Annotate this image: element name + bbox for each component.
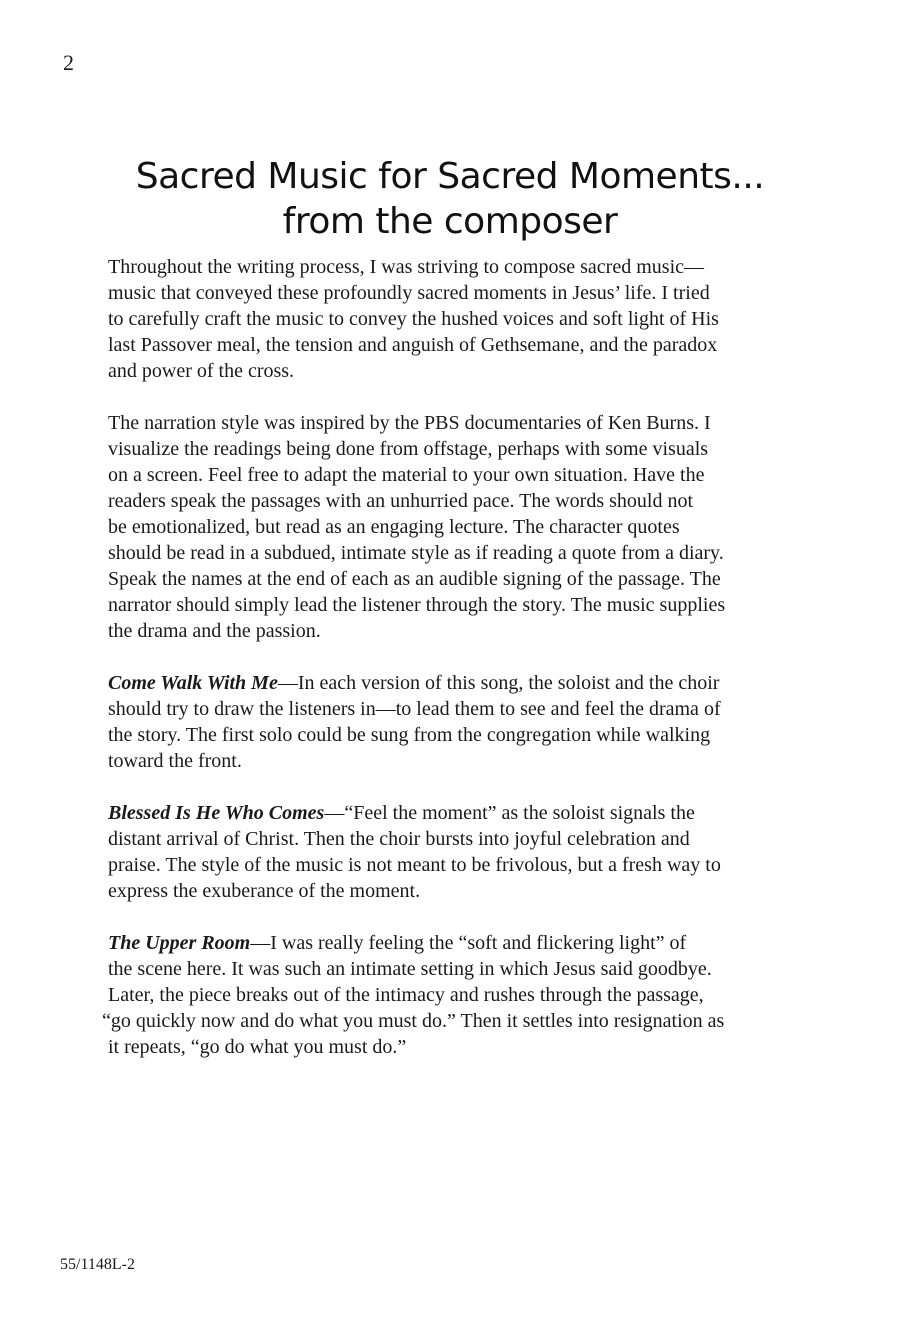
text-line: Later, the piece breaks out of the intimacy and rushes through the passage, — [108, 984, 704, 1006]
text-line: should be read in a subdued, intimate style as if reading a quote from a diary. — [108, 542, 724, 564]
text-line: “go quickly now and do what you must do.” Then it settles into resignation as — [102, 1010, 725, 1032]
text-run: —“Feel the moment” as the soloist signals the — [324, 802, 695, 824]
text-line — [108, 800, 798, 826]
paragraph-intro — [108, 254, 798, 384]
title-line-1: Sacred Music for Sacred Moments... — [135, 156, 765, 197]
text-line: last Passover meal, the tension and anguish of Gethsemane, and the paradox — [108, 334, 718, 356]
body-text — [102, 254, 798, 1086]
text-line: Speak the names at the end of each as an audible signing of the passage. The — [108, 568, 721, 590]
paragraph-come-walk-with-me — [108, 670, 798, 774]
page-title — [0, 154, 900, 244]
text-line: it repeats, “go do what you must do.” — [108, 1036, 407, 1058]
text-line: visualize the readings being done from offstage, perhaps with some visuals — [108, 438, 709, 460]
text-line: on a screen. Feel free to adapt the material to your own situation. Have the — [108, 464, 705, 486]
catalog-number: 55/1148L-2 — [60, 1256, 135, 1273]
text-run: —In each version of this song, the soloist and the choir — [277, 672, 720, 694]
song-title: The Upper Room — [108, 932, 251, 954]
page-number: 2 — [63, 50, 74, 75]
text-run: —I was really feeling the “soft and flickering light” of — [250, 932, 687, 954]
text-line: and power of the cross. — [108, 360, 295, 382]
text-line: the scene here. It was such an intimate setting in which Jesus said goodbye. — [108, 958, 712, 980]
song-title: Blessed Is He Who Comes — [108, 802, 325, 824]
text-line — [108, 670, 798, 696]
song-title: Come Walk With Me — [108, 672, 278, 694]
text-line: the story. The first solo could be sung from the congregation while walking — [108, 724, 711, 746]
text-line: toward the front. — [108, 750, 242, 772]
text-line: be emotionalized, but read as an engaging lecture. The character quotes — [108, 516, 680, 538]
text-line: music that conveyed these profoundly sacred moments in Jesus’ life. I tried — [108, 282, 710, 304]
title-line-2: from the composer — [282, 201, 618, 242]
text-line: should try to draw the listeners in—to lead them to see and feel the drama of — [108, 698, 721, 720]
paragraph-narration — [108, 410, 798, 644]
text-line: the drama and the passion. — [108, 620, 321, 642]
paragraph-blessed-is-he — [108, 800, 798, 904]
text-line: distant arrival of Christ. Then the choir bursts into joyful celebration and — [108, 828, 690, 850]
text-line: Throughout the writing process, I was striving to compose sacred music— — [108, 256, 704, 278]
text-line — [108, 930, 798, 956]
text-line: narrator should simply lead the listener through the story. The music supplies — [108, 594, 726, 616]
text-line: express the exuberance of the moment. — [108, 880, 421, 902]
paragraph-upper-room — [102, 930, 798, 1060]
text-line: praise. The style of the music is not meant to be frivolous, but a fresh way to — [108, 854, 721, 876]
text-line: to carefully craft the music to convey the hushed voices and soft light of His — [108, 308, 719, 330]
text-line: readers speak the passages with an unhurried pace. The words should not — [108, 490, 694, 512]
text-line: The narration style was inspired by the PBS documentaries of Ken Burns. I — [108, 412, 711, 434]
